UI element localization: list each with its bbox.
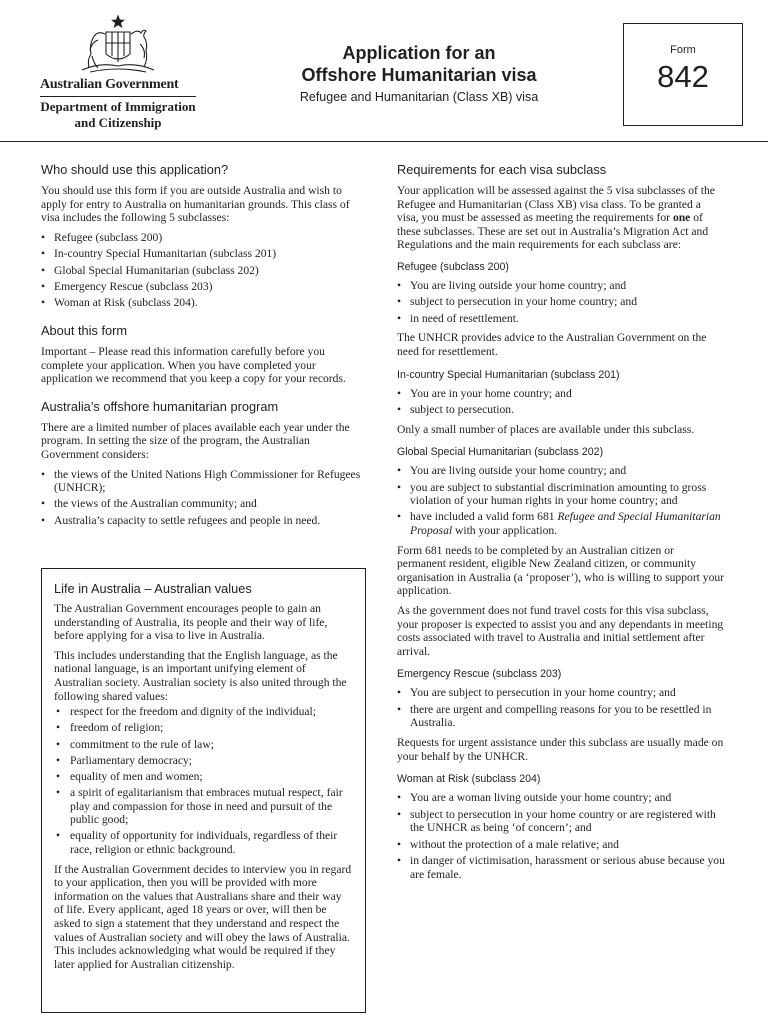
requirements-intro <box>397 184 725 252</box>
about-section <box>41 323 366 386</box>
intro-emphasis: one <box>672 211 691 225</box>
list-item: • subject to persecution in your home country; and <box>397 295 725 309</box>
form-label: Form <box>670 44 696 56</box>
list-item <box>397 510 725 537</box>
list-item: • You are a woman living outside your home country; and <box>397 791 725 805</box>
list-item: • Global Special Humanitarian (subclass 202) <box>41 264 366 278</box>
list-item: • Emergency Rescue (subclass 203) <box>41 280 366 294</box>
coat-of-arms-icon <box>78 14 158 76</box>
subclass-204-list <box>397 791 725 881</box>
subclass-203-heading: Emergency Rescue (subclass 203) <box>397 668 562 681</box>
list-item: • You are living outside your home country; and <box>397 279 725 293</box>
title-line-2: Offshore Humanitarian visa <box>301 65 537 85</box>
form-681-title: Refugee and Special Humanitarian Proposal <box>410 510 721 538</box>
subclass-203-list <box>397 686 725 730</box>
form-number-box <box>623 23 743 126</box>
list-item: • freedom of religion; <box>54 721 353 735</box>
values-paragraph-1: The Australian Government encourages people to gain an understanding of Australia, its people and their way of life, before applying for a visa to live in Australia. <box>54 602 328 643</box>
form-subtitle: Refugee and Humanitarian (Class XB) visa <box>299 90 539 104</box>
list-item: • a spirit of egalitarianism that embraces mutual respect, fair play and compassion for those in need and pursuit of the public good; <box>54 786 353 827</box>
program-list <box>41 468 366 528</box>
right-column <box>397 162 725 891</box>
subclass-204-section <box>397 773 725 881</box>
who-intro: You should use this form if you are outside Australia and wish to apply for entry to Australia on humanitarian grounds. This class of visa includes the following 5 subclasses: <box>41 184 350 225</box>
subclass-202-note-2: As the government does not fund travel costs for this visa subclass, your proposer is expected to assist you and any dependants in meeting costs associated with travel to Australia and initial settlement after arrival. <box>397 604 724 658</box>
subclass-200-heading: Refugee (subclass 200) <box>397 260 509 273</box>
list-item: • equality of opportunity for individuals, regardless of their race, religion or ethnic background. <box>54 829 353 856</box>
subclass-200-note: The UNHCR provides advice to the Australian Government on the need for resettlement. <box>397 331 707 358</box>
header-divider <box>0 141 768 142</box>
subclass-202-heading: Global Special Humanitarian (subclass 202) <box>397 446 604 459</box>
list-item: • commitment to the rule of law; <box>54 738 353 752</box>
list-item: • Woman at Risk (subclass 204). <box>41 296 366 310</box>
list-item: • in need of resettlement. <box>397 312 725 326</box>
list-item: • Refugee (subclass 200) <box>41 231 366 245</box>
subclass-204-heading: Woman at Risk (subclass 204) <box>397 773 541 786</box>
form-title <box>290 42 548 86</box>
form-number: 842 <box>657 59 709 94</box>
list-item: • subject to persecution in your home country or are registered with the UNHCR as being ‘of concern’; and <box>397 808 725 835</box>
about-heading: About this form <box>41 322 128 338</box>
program-section <box>41 399 366 528</box>
subclass-202-list <box>397 464 725 538</box>
who-section <box>41 162 366 310</box>
government-name: Australian Government <box>40 77 179 92</box>
who-heading: Who should use this application? <box>41 162 229 177</box>
list-item: • the views of the United Nations High Commissioner for Refugees (UNHCR); <box>41 468 366 495</box>
list-item: • in danger of victimisation, harassment or serious abuse because you are female. <box>397 854 725 881</box>
title-line-1: Application for an <box>342 43 496 63</box>
subclass-201-list <box>397 387 725 417</box>
values-heading: Life in Australia – Australian values <box>54 581 252 596</box>
subclass-202-note-1: Form 681 needs to be completed by an Australian citizen or permanent resident, eligible New Zealand citizen, or community organisation in Australia (a ‘proposer’), who is willing to support your application. <box>397 543 725 598</box>
requirements-heading: Requirements for each visa subclass <box>397 162 607 177</box>
about-text: Important – Please read this information carefully before you complete your application. When you have completed your application we recommend that you keep a copy for your records. <box>41 344 346 386</box>
australian-values-box <box>41 568 366 1013</box>
subclass-203-note: Requests for urgent assistance under this subclass are usually made on your behalf by the UNHCR. <box>397 736 724 763</box>
list-item: • without the protection of a male relative; and <box>397 838 725 852</box>
subclass-200-list <box>397 279 725 325</box>
list-item: • respect for the freedom and dignity of the individual; <box>54 705 353 719</box>
program-intro: There are a limited number of places available each year under the program. In setting the size of the program, the Australian Government considers: <box>41 420 350 461</box>
program-heading: Australia’s offshore humanitarian program <box>41 398 279 414</box>
list-item: • you are subject to substantial discrimination amounting to gross violation of your human rights in your home country; and <box>397 481 725 508</box>
list-item: • Australia’s capacity to settle refugees and people in need. <box>41 514 366 528</box>
list-item: • You are living outside your home country; and <box>397 464 725 478</box>
intro-text: of these subclasses. These are set out in Australia’s Migration Act and Regulations and the main requirements for each subclass are: <box>397 211 709 252</box>
subclass-201-heading: In-country Special Humanitarian (subclass 201) <box>397 368 620 381</box>
list-item: • You are subject to persecution in your home country; and <box>397 686 725 700</box>
item-text: have included a valid form 681 <box>410 510 558 524</box>
values-paragraph-2: This includes understanding that the English language, as the national language, is an important unifying element of Australian society. Australian society is also united through the following shared values: <box>54 648 347 703</box>
subclass-201-section <box>397 369 725 437</box>
intro-text: Your application will be assessed against the 5 visa subclasses of the Refugee and Humanitarian (Class XB) visa class. To be granted a visa, you must be assessed as meeting the requirements for <box>397 184 715 225</box>
left-column <box>41 162 366 540</box>
subclass-202-section <box>397 446 725 658</box>
values-paragraph-3: If the Australian Government decides to interview you in regard to your application, then you will be provided with more information on the values that Australians share and their way of life. Every applicant, aged 18 years or over, will then be asked to sign a statement that they understand and respect the values of Australian society and will obey the laws of Australia. This includes acknowledging what would be required if they later applied for Australian citizenship. <box>54 862 352 971</box>
list-item: • equality of men and women; <box>54 770 353 784</box>
list-item: • Parliamentary democracy; <box>54 754 353 768</box>
logo-divider <box>40 96 196 97</box>
values-list <box>54 705 353 857</box>
subclass-200-section <box>397 261 725 359</box>
list-item: • In-country Special Humanitarian (subclass 201) <box>41 247 366 261</box>
subclass-201-note: Only a small number of places are available under this subclass. <box>397 422 695 436</box>
department-name: Department of Immigration and Citizenship <box>40 99 196 130</box>
subclass-203-section <box>397 668 725 763</box>
list-item: • there are urgent and compelling reasons for you to be resettled in Australia. <box>397 703 725 730</box>
item-text: with your application. <box>452 524 558 538</box>
subclass-list <box>41 231 366 310</box>
list-item: • You are in your home country; and <box>397 387 725 401</box>
list-item: • subject to persecution. <box>397 403 725 417</box>
list-item: • the views of the Australian community; and <box>41 497 366 511</box>
